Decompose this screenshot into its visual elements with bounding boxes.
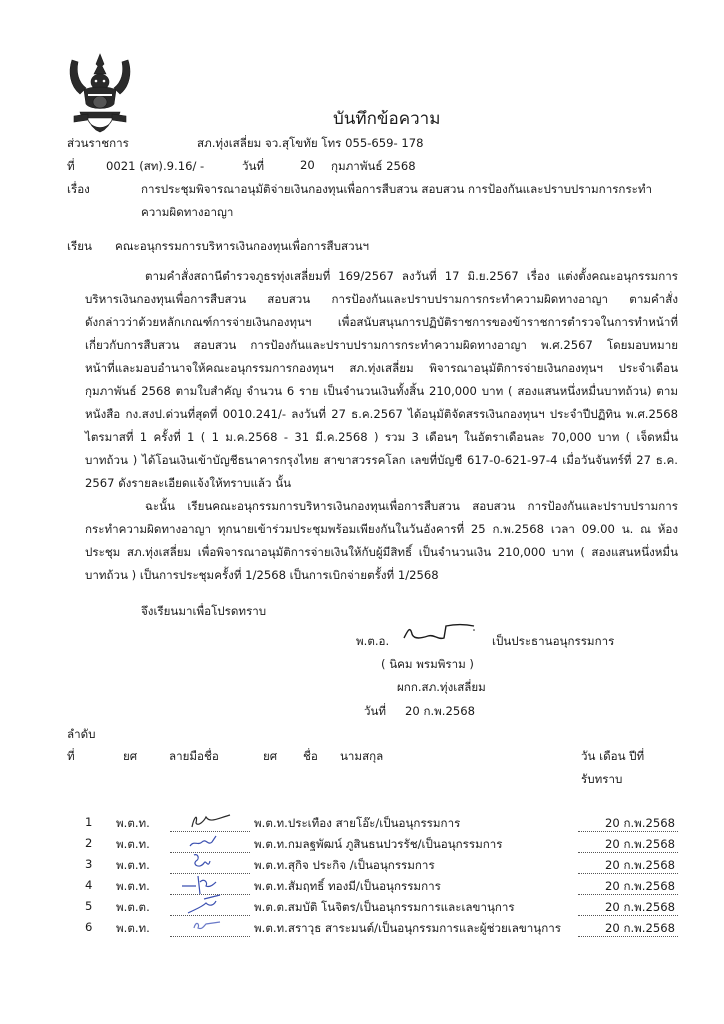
table-header-rank: ยศ (123, 749, 138, 763)
chair-name: ( นิคม พรมพิราม ) (381, 657, 474, 671)
row-date: 20 ก.พ.2568 (605, 900, 675, 914)
row-name: พ.ต.ท.ประเทือง สายโอ๊ะ/เป็นอนุกรรมการ (254, 816, 461, 830)
para1-line: กุมภาพันธ์ 2568 ตามใบสำคัญ จำนวน 6 ราย เป็นจำนวนเงินทั้งสิ้น 210,000 บาท ( สองแสนหนึ่งหมื่นบาทถ้วน) ตาม (85, 384, 678, 398)
para1-line: บาทถ้วน ) ได้โอนเงินเข้าบัญชีธนาคารกรุงไทย สาขาสวรรคโลก เลขที่บัญชี 617-0-621-97-4 เมื่อวันจันทร์ที่ 27 ธ.ค. (85, 453, 678, 467)
chair-signature (398, 620, 478, 644)
row-date: 20 ก.พ.2568 (605, 837, 675, 851)
document-title: บันทึกข้อความ (333, 109, 441, 129)
table-header-surname: นามสกุล (340, 749, 384, 763)
chair-date-label: วันที่ (364, 704, 387, 718)
row-rank: พ.ต.ท. (116, 816, 150, 830)
chair-rank: พ.ต.อ. (356, 634, 390, 648)
para2-line: กระทำความผิดทางอาญา ทุกนายเข้าร่วมประชุมพร้อมเพียงกันในวันอังคารที่ 25 ก.พ.2568 เวลา 09.00 น. ณ ห้อง (85, 522, 678, 536)
chair-date-value: 20 ก.พ.2568 (405, 704, 475, 718)
para1-line: หนังสือ กง.สงป.ด่วนที่สุดที่ 0010.241/- ลงวันที่ 27 ธ.ค.2567 ได้อนุมัติจัดสรรเงินกองทุนฯ ประจำปีปฏิทิน พ.ศ.2568 (85, 407, 678, 421)
row-rank: พ.ต.ท. (116, 921, 150, 935)
row-rank: พ.ต.ท. (116, 837, 150, 851)
row-name: พ.ต.ท.สุกิจ ประกิจ /เป็นอนุกรรมการ (254, 858, 435, 872)
row-number: 6 (85, 920, 93, 934)
row-number: 5 (85, 899, 93, 913)
para1-line: ตามคำสั่งสถานีตำรวจภูธรทุ่งเสลี่ยมที่ 169/2567 ลงวันที่ 17 มิ.ย.2567 เรื่อง แต่งตั้งคณะอนุกรรมการ (145, 269, 678, 283)
table-header-date-line1: วัน เดือน ปีที่ (581, 749, 645, 763)
para2-line: บาทถ้วน ) เป็นการประชุมครั้งที่ 1/2568 เป็นการเบิกจ่ายตรั้งที่ 1/2568 (85, 568, 439, 582)
row-rank: พ.ต.ท. (116, 858, 150, 872)
chair-position: ผกก.สภ.ทุ่งเสลี่ยม (397, 680, 486, 694)
row-date: 20 ก.พ.2568 (605, 879, 675, 893)
subject-label: เรื่อง (67, 182, 90, 196)
row-name: พ.ต.ต.สมบัติ โนจิตร/เป็นอนุกรรมการและเลขานุการ (254, 900, 515, 914)
table-header-date-line2: รับทราบ (581, 772, 623, 786)
table-header-rank2: ยศ (263, 749, 278, 763)
row-date: 20 ก.พ.2568 (605, 921, 675, 935)
para2-line: ฉะนั้น เรียนคณะอนุกรรมการบริหารเงินกองทุนเพื่อการสืบสวน สอบสวน การป้องกันและปราบปรามการ (145, 499, 678, 513)
table-header-signature: ลายมือชื่อ (169, 749, 219, 763)
agency-value: สภ.ทุ่งเสลี่ยม จว.สุโขทัย โทร 055-659- 178 (197, 136, 424, 150)
para2-line: ประชุม สภ.ทุ่งเสลี่ยม เพื่อพิจารณาอนุมัติการจ่ายเงินให้กับผู้มีสิทธิ์ เป็นจำนวนเงิน 210,000 บาท ( สองแสนหนึ่งหมื่น (85, 545, 678, 559)
row-number: 3 (85, 857, 93, 871)
table-header-order-top: ลำดับ (67, 727, 96, 741)
closing-text: จึงเรียนมาเพื่อโปรดทราบ (141, 604, 267, 618)
row-date: 20 ก.พ.2568 (605, 816, 675, 830)
ref-value: 0021 (สท).9.16/ - (106, 159, 205, 173)
para1-line: ไตรมาสที่ 1 ครั้งที่ 1 ( 1 ม.ค.2568 - 31 มี.ค.2568 ) รวม 3 เดือนๆ ในอัตราเดือนละ 70,000 บาท ( เจ็ดหมื่น (85, 430, 678, 444)
handwritten-signature (180, 914, 240, 938)
table-header-name: ชื่อ (303, 749, 318, 763)
para1-line: เกี่ยวกับการสืบสวน สอบสวน การป้องกันและปราบปรามการกระทำความผิดทางอาญา พ.ศ.2567 โดยมอบหมาย (85, 338, 678, 352)
para1-line: 2567 ดังรายละเอียดแจ้งให้ทราบแล้ว นั้น (85, 476, 292, 490)
row-name: พ.ต.ท.สัมฤทธิ์ ทองมี/เป็นอนุกรรมการ (254, 879, 441, 893)
row-rank: พ.ต.ท. (116, 879, 150, 893)
date-month-year: กุมภาพันธ์ 2568 (331, 159, 416, 173)
chair-role: เป็นประธานอนุกรรมการ (492, 634, 615, 648)
to-label: เรียน (67, 239, 92, 253)
row-number: 2 (85, 836, 93, 850)
subject-line-1: การประชุมพิจารณาอนุมัติจ่ายเงินกองทุนเพื่อการสืบสวน สอบสวน การป้องกันและปราบปรามการกระทำ (141, 182, 653, 196)
row-number: 4 (85, 878, 93, 892)
date-label: วันที่ (242, 159, 265, 173)
para1-line: บริหารเงินกองทุนเพื่อการสืบสวน สอบสวน การป้องกันและปราบปรามการกระทำความผิดทางอาญา ตามคำสั่ง (85, 292, 678, 306)
row-rank: พ.ต.ต. (116, 900, 150, 914)
subject-line-2: ความผิดทางอาญา (141, 205, 234, 219)
row-name: พ.ต.ท.สราวุธ สาระมนต์/เป็นอนุกรรมการและผู้ช่วยเลขานุการ (254, 921, 561, 935)
table-header-order: ที่ (67, 749, 75, 763)
agency-label: ส่วนราชการ (67, 136, 129, 150)
garuda-emblem (66, 52, 134, 138)
row-name: พ.ต.ท.กมลฐพัฒน์ ภูสินธนปวรรัช/เป็นอนุกรรมการ (254, 837, 503, 851)
para1-line: หน้าที่และมอบอำนาจให้คณะอนุกรรมการกองทุนฯ สภ.ทุ่งเสลี่ยม พิจารณาอนุมัติการจ่ายเงินกองทุนฯ ประจำเดือน (85, 361, 678, 375)
row-date: 20 ก.พ.2568 (605, 858, 675, 872)
to-value: คณะอนุกรรมการบริหารเงินกองทุนเพื่อการสืบสวนฯ (115, 239, 370, 253)
row-number: 1 (85, 815, 93, 829)
date-day: 20 (300, 158, 315, 172)
para1-line: ดังกล่าวว่าด้วยหลักเกณฑ์การจ่ายเงินกองทุนฯ เพื่อสนับสนุนการปฏิบัติราชการของข้าราชการตำรวจในการทำหน้าที่ (85, 315, 678, 329)
ref-label: ที่ (67, 159, 75, 173)
